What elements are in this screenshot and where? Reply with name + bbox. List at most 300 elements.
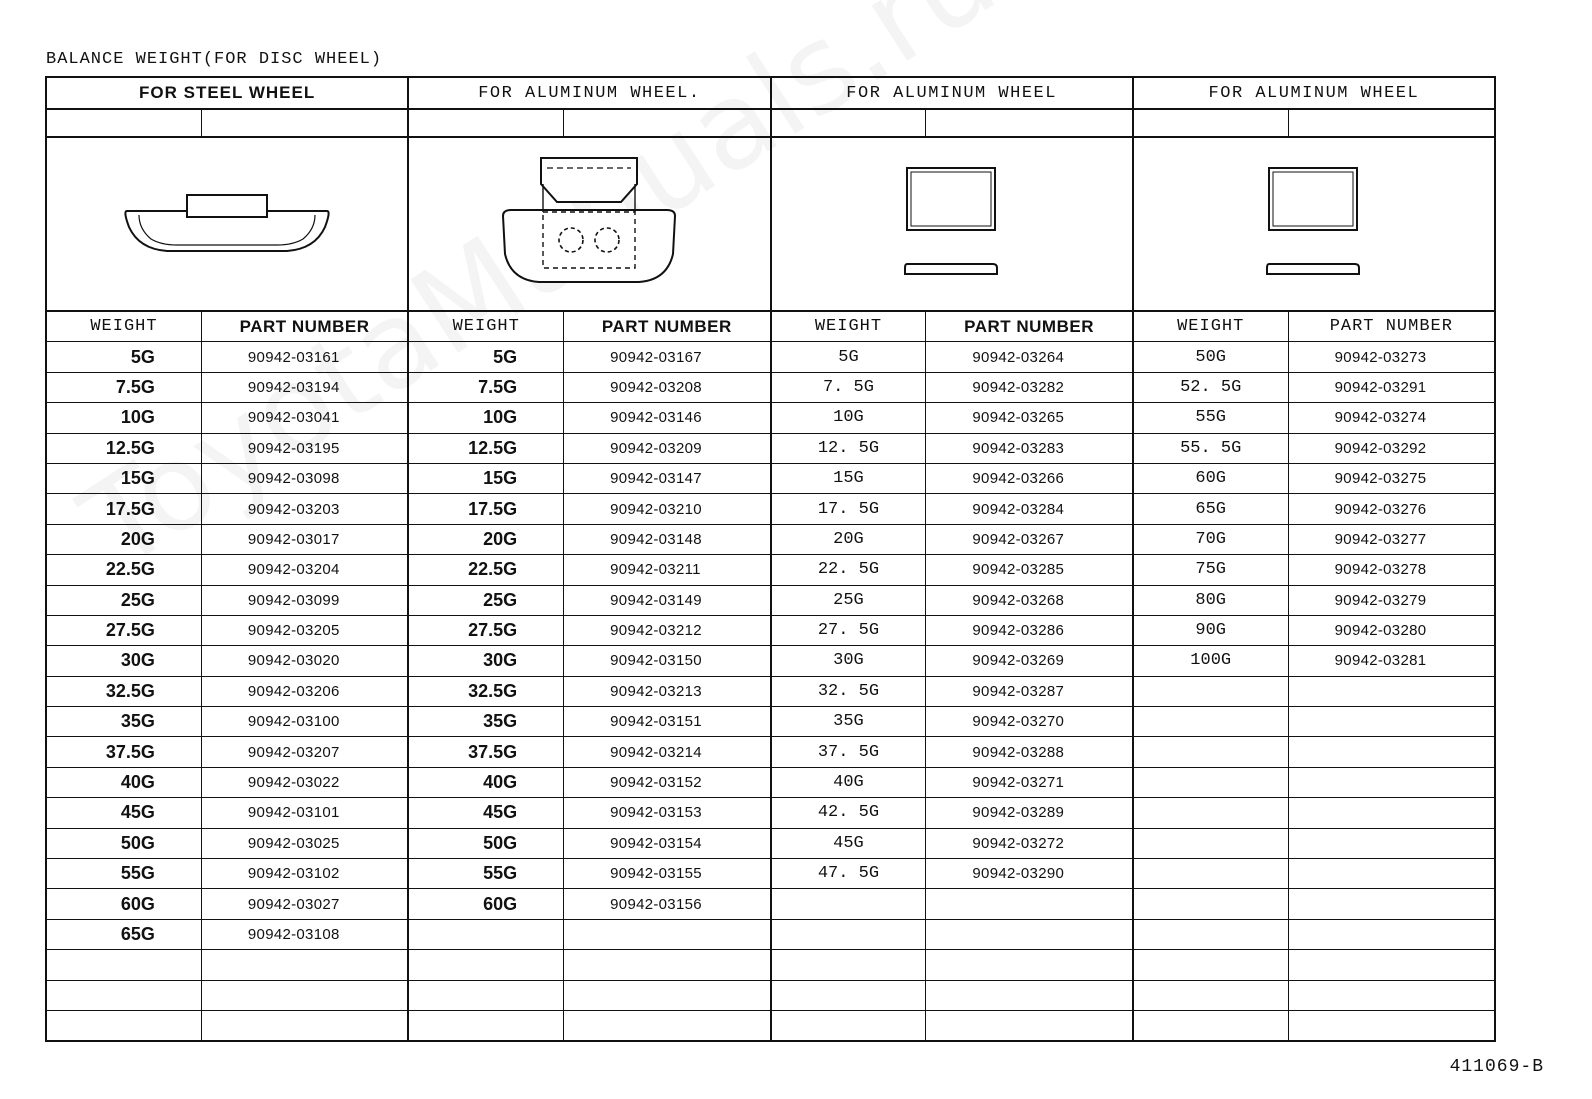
part-number-cell: 90942-03100 <box>247 713 340 731</box>
part-number-cell: 90942-03285 <box>972 561 1065 579</box>
weight-cell: 60G <box>47 889 202 918</box>
weight-cell: 55. 5G <box>1134 434 1289 463</box>
weight-cell: 25G <box>772 586 927 615</box>
weight-cell: 90G <box>1134 616 1289 645</box>
table-row <box>409 555 769 585</box>
adhesive-weight-icon <box>1259 164 1369 284</box>
weight-column-header: WEIGHT <box>409 312 564 341</box>
table-row <box>409 586 769 616</box>
weight-cell: 45G <box>409 798 564 827</box>
part-number-column-header: PART NUMBER <box>239 316 370 336</box>
part-number-cell: 90942-03099 <box>247 591 340 609</box>
part-number-cell: 90942-03025 <box>247 834 340 852</box>
table-row <box>1134 646 1494 676</box>
part-number-cell: 90942-03279 <box>1334 591 1427 609</box>
part-number-cell: 90942-03154 <box>610 834 702 852</box>
weight-cell: 12.5G <box>47 434 202 463</box>
weight-cell: 40G <box>409 768 564 797</box>
part-number-column-header: PART NUMBER <box>1329 317 1453 337</box>
part-number-cell: 90942-03147 <box>610 470 702 488</box>
part-number-cell: 90942-03146 <box>610 409 702 427</box>
table-row <box>1134 768 1494 798</box>
table-row <box>47 768 407 798</box>
weight-cell <box>1134 677 1289 706</box>
part-number-cell <box>926 920 1131 949</box>
weight-cell: 5G <box>409 342 564 371</box>
part-number-cell: 90942-03020 <box>247 652 340 670</box>
part-number-cell: 90942-03287 <box>972 682 1065 700</box>
weight-cell <box>47 950 202 979</box>
part-number-cell: 90942-03280 <box>1334 622 1427 640</box>
part-number-cell <box>1289 920 1494 949</box>
blank-row <box>409 110 769 138</box>
part-number-cell: 90942-03155 <box>610 865 702 883</box>
table-row <box>772 646 1132 676</box>
weight-cell: 20G <box>47 525 202 554</box>
weight-cell: 100G <box>1134 646 1289 675</box>
table-row <box>1134 525 1494 555</box>
weight-cell: 27.5G <box>47 616 202 645</box>
weight-cell: 32.5G <box>409 677 564 706</box>
table-row <box>772 889 1132 919</box>
weight-cell: 55G <box>1134 403 1289 432</box>
table-row <box>47 950 407 980</box>
part-number-cell: 90942-03150 <box>610 652 702 670</box>
table-row <box>409 829 769 859</box>
table-row <box>409 859 769 889</box>
part-number-cell: 90942-03278 <box>1334 561 1427 579</box>
part-number-cell: 90942-03205 <box>247 622 340 640</box>
group-heading: FOR ALUMINUM WHEEL <box>1134 78 1494 110</box>
weight-cell <box>47 981 202 1010</box>
weight-cell: 65G <box>47 920 202 949</box>
table-row <box>47 616 407 646</box>
part-number-cell: 90942-03281 <box>1334 652 1427 670</box>
group-heading: FOR ALUMINUM WHEEL. <box>409 78 769 110</box>
column-header-row <box>1134 312 1494 342</box>
table-row <box>47 494 407 524</box>
part-number-cell <box>1289 859 1494 888</box>
part-number-cell: 90942-03277 <box>1334 530 1427 548</box>
part-number-cell <box>1289 981 1494 1010</box>
part-number-cell: 90942-03108 <box>247 926 340 943</box>
part-number-cell: 90942-03284 <box>972 500 1065 518</box>
table-row <box>772 829 1132 859</box>
part-number-cell <box>1289 1011 1494 1040</box>
table-row <box>1134 920 1494 950</box>
aluminum-clip-weight-illustration <box>409 138 769 312</box>
part-number-cell <box>1289 677 1494 706</box>
weight-cell: 15G <box>409 464 564 493</box>
part-number-cell: 90942-03274 <box>1334 409 1427 427</box>
table-row <box>1134 616 1494 646</box>
rows-aluminum-wheel-clip <box>409 342 769 1040</box>
part-number-cell: 90942-03148 <box>610 530 702 548</box>
weight-cell <box>772 920 927 949</box>
table-row <box>1134 829 1494 859</box>
table-row <box>1134 464 1494 494</box>
part-number-cell: 90942-03194 <box>247 378 340 396</box>
weight-cell: 25G <box>409 586 564 615</box>
table-row <box>47 677 407 707</box>
weight-cell: 50G <box>1134 342 1289 371</box>
table-row <box>772 525 1132 555</box>
weight-cell: 80G <box>1134 586 1289 615</box>
part-number-column-header: PART NUMBER <box>601 316 732 336</box>
weight-cell: 35G <box>47 707 202 736</box>
part-number-cell: 90942-03282 <box>972 378 1065 396</box>
part-number-cell: 90942-03269 <box>972 652 1065 670</box>
table-row <box>772 859 1132 889</box>
table-row <box>772 342 1132 372</box>
table-row <box>1134 434 1494 464</box>
table-row <box>772 677 1132 707</box>
part-number-cell: 90942-03276 <box>1334 500 1427 518</box>
table-row <box>1134 798 1494 828</box>
column-header-row <box>772 312 1132 342</box>
weight-cell: 30G <box>772 646 927 675</box>
weight-cell: 17. 5G <box>772 494 927 523</box>
part-number-cell: 90942-03027 <box>247 895 340 913</box>
group-heading: FOR ALUMINUM WHEEL <box>772 78 1132 110</box>
table-row <box>47 555 407 585</box>
weight-cell: 35G <box>409 707 564 736</box>
part-number-cell: 90942-03098 <box>247 470 340 488</box>
part-number-cell: 90942-03208 <box>610 378 702 396</box>
part-number-cell: 90942-03206 <box>247 682 340 700</box>
part-number-cell: 90942-03214 <box>610 743 702 761</box>
part-number-cell <box>926 889 1131 918</box>
table-row <box>772 494 1132 524</box>
part-number-cell: 90942-03017 <box>247 530 340 548</box>
part-number-cell: 90942-03152 <box>610 774 702 792</box>
part-number-cell: 90942-03271 <box>972 774 1065 792</box>
weight-cell: 37. 5G <box>772 737 927 766</box>
rows-steel-wheel <box>47 342 407 1040</box>
table-row <box>772 798 1132 828</box>
table-row <box>409 494 769 524</box>
table-row <box>772 434 1132 464</box>
part-number-cell: 90942-03204 <box>247 561 340 579</box>
part-number-cell: 90942-03041 <box>247 409 340 427</box>
table-row <box>1134 494 1494 524</box>
weight-cell: 7. 5G <box>772 373 927 402</box>
table-row <box>47 981 407 1011</box>
weight-cell <box>772 981 927 1010</box>
weight-cell <box>1134 920 1289 949</box>
weight-cell: 65G <box>1134 494 1289 523</box>
steel-clip-weight-icon <box>117 189 337 259</box>
weight-cell: 45G <box>772 829 927 858</box>
table-row <box>1134 981 1494 1011</box>
table-row <box>772 737 1132 767</box>
table-row <box>772 707 1132 737</box>
table-row <box>47 889 407 919</box>
table-row <box>409 920 769 950</box>
part-number-cell: 90942-03151 <box>610 713 702 731</box>
weight-cell: 15G <box>772 464 927 493</box>
table-row <box>409 981 769 1011</box>
weight-cell <box>772 889 927 918</box>
weight-cell <box>772 1011 927 1040</box>
table-row <box>1134 707 1494 737</box>
part-number-cell: 90942-03283 <box>972 439 1065 457</box>
table-row <box>1134 677 1494 707</box>
adhesive-weight-illustration <box>772 138 1132 312</box>
rows-aluminum-wheel-adhesive-b <box>1134 342 1494 1040</box>
table-row <box>772 403 1132 433</box>
table-row <box>47 1011 407 1040</box>
weight-cell: 22.5G <box>409 555 564 584</box>
weight-cell: 45G <box>47 798 202 827</box>
part-number-cell: 90942-03102 <box>247 865 340 883</box>
weight-cell <box>1134 829 1289 858</box>
part-number-cell <box>926 950 1131 979</box>
table-row <box>772 464 1132 494</box>
table-row <box>47 798 407 828</box>
part-number-cell: 90942-03286 <box>972 622 1065 640</box>
table-row <box>1134 586 1494 616</box>
table-row <box>1134 737 1494 767</box>
table-row <box>772 920 1132 950</box>
table-row <box>1134 373 1494 403</box>
part-number-cell <box>1289 829 1494 858</box>
table-row <box>47 403 407 433</box>
blank-row <box>772 110 1132 138</box>
part-number-cell: 90942-03264 <box>972 348 1065 366</box>
table-row <box>1134 859 1494 889</box>
weight-cell: 7.5G <box>409 373 564 402</box>
part-number-cell: 90942-03213 <box>610 682 702 700</box>
weight-cell: 75G <box>1134 555 1289 584</box>
part-number-cell <box>1289 889 1494 918</box>
table-row <box>772 373 1132 403</box>
part-number-cell: 90942-03270 <box>972 713 1065 731</box>
part-number-cell: 90942-03267 <box>972 530 1065 548</box>
table-row <box>47 920 407 950</box>
table-row <box>1134 1011 1494 1040</box>
table-row <box>409 342 769 372</box>
weight-cell: 47. 5G <box>772 859 927 888</box>
table-row <box>409 525 769 555</box>
weight-cell <box>1134 798 1289 827</box>
weight-cell <box>1134 768 1289 797</box>
weight-cell: 37.5G <box>47 737 202 766</box>
part-number-cell: 90942-03289 <box>972 804 1065 822</box>
weight-cell: 55G <box>409 859 564 888</box>
aluminum-clip-weight-icon <box>489 154 689 294</box>
part-number-cell <box>926 981 1131 1010</box>
weight-cell <box>1134 859 1289 888</box>
column-header-row <box>409 312 769 342</box>
document-code: 411069-B <box>1449 1057 1544 1077</box>
table-row <box>409 373 769 403</box>
group-heading: FOR STEEL WHEEL <box>47 78 407 110</box>
part-number-cell <box>1289 707 1494 736</box>
table-row <box>409 737 769 767</box>
part-number-cell <box>202 981 407 1010</box>
table-row <box>772 768 1132 798</box>
weight-cell <box>1134 1011 1289 1040</box>
weight-cell: 10G <box>409 403 564 432</box>
weight-cell <box>1134 707 1289 736</box>
part-number-cell: 90942-03207 <box>247 743 340 761</box>
weight-cell: 22.5G <box>47 555 202 584</box>
weight-cell: 12. 5G <box>772 434 927 463</box>
part-number-cell <box>1289 768 1494 797</box>
table-row <box>409 677 769 707</box>
part-number-cell: 90942-03149 <box>610 591 702 609</box>
part-number-cell: 90942-03291 <box>1334 378 1427 396</box>
table-row <box>47 586 407 616</box>
part-number-cell: 90942-03156 <box>610 895 702 913</box>
table-row <box>1134 950 1494 980</box>
part-number-cell <box>202 1011 407 1040</box>
part-number-cell <box>202 950 407 979</box>
weight-cell: 52. 5G <box>1134 373 1289 402</box>
table-row <box>772 981 1132 1011</box>
weight-cell: 17.5G <box>409 494 564 523</box>
table-row <box>772 555 1132 585</box>
table-row <box>47 373 407 403</box>
part-number-cell: 90942-03290 <box>972 865 1065 883</box>
table-row <box>1134 889 1494 919</box>
table-row <box>47 859 407 889</box>
rows-aluminum-wheel-adhesive-a <box>772 342 1132 1040</box>
weight-cell: 20G <box>409 525 564 554</box>
weight-cell: 27.5G <box>409 616 564 645</box>
weight-cell: 60G <box>1134 464 1289 493</box>
weight-cell <box>1134 737 1289 766</box>
weight-cell: 50G <box>409 829 564 858</box>
weight-cell: 32.5G <box>47 677 202 706</box>
table-row <box>409 616 769 646</box>
weight-cell: 70G <box>1134 525 1289 554</box>
part-number-cell: 90942-03212 <box>610 622 702 640</box>
table-row <box>409 403 769 433</box>
part-number-cell: 90942-03167 <box>610 348 702 366</box>
table-row <box>409 950 769 980</box>
weight-cell: 27. 5G <box>772 616 927 645</box>
weight-cell: 20G <box>772 525 927 554</box>
table-row <box>772 586 1132 616</box>
part-number-cell: 90942-03161 <box>247 348 340 366</box>
table-row <box>409 798 769 828</box>
weight-column-header: WEIGHT <box>1134 312 1289 341</box>
table-row <box>1134 342 1494 372</box>
adhesive-weight-icon <box>897 164 1007 284</box>
table-row <box>409 434 769 464</box>
table-row <box>409 646 769 676</box>
weight-cell <box>409 1011 564 1040</box>
weight-cell <box>47 1011 202 1040</box>
weight-column-header: WEIGHT <box>47 312 202 341</box>
part-number-cell <box>1289 950 1494 979</box>
weight-cell: 55G <box>47 859 202 888</box>
weight-cell: 32. 5G <box>772 677 927 706</box>
part-number-cell <box>1289 798 1494 827</box>
table-row <box>1134 555 1494 585</box>
part-number-cell <box>564 950 769 979</box>
blank-row <box>47 110 407 138</box>
table-row <box>409 707 769 737</box>
part-number-cell: 90942-03266 <box>972 470 1065 488</box>
part-number-cell <box>564 981 769 1010</box>
weight-cell: 37.5G <box>409 737 564 766</box>
table-row <box>47 342 407 372</box>
part-number-cell <box>1289 737 1494 766</box>
table-row <box>772 616 1132 646</box>
part-number-cell: 90942-03273 <box>1334 348 1427 366</box>
adhesive-weight-illustration <box>1134 138 1494 312</box>
table-row <box>409 889 769 919</box>
part-number-cell: 90942-03153 <box>610 804 702 822</box>
weight-cell <box>409 950 564 979</box>
weight-column-header: WEIGHT <box>772 312 927 341</box>
table-row <box>409 464 769 494</box>
weight-cell: 30G <box>47 646 202 675</box>
document-title: BALANCE WEIGHT(FOR DISC WHEEL) <box>46 50 383 69</box>
weight-cell: 25G <box>47 586 202 615</box>
weight-cell: 30G <box>409 646 564 675</box>
part-number-cell <box>564 920 769 949</box>
part-number-cell: 90942-03211 <box>610 561 701 579</box>
part-number-cell: 90942-03022 <box>247 774 340 792</box>
weight-cell: 15G <box>47 464 202 493</box>
weight-cell: 12.5G <box>409 434 564 463</box>
table-row <box>47 737 407 767</box>
part-number-cell: 90942-03209 <box>610 439 702 457</box>
weight-cell: 17.5G <box>47 494 202 523</box>
table-row <box>409 768 769 798</box>
part-number-column-header: PART NUMBER <box>964 316 1094 336</box>
weight-cell: 5G <box>47 342 202 371</box>
weight-cell: 22. 5G <box>772 555 927 584</box>
table-row <box>409 1011 769 1040</box>
table-row <box>47 829 407 859</box>
table-row <box>772 950 1132 980</box>
group-aluminum-wheel-clip <box>409 78 771 1040</box>
weight-cell: 5G <box>772 342 927 371</box>
part-number-cell: 90942-03292 <box>1334 439 1427 457</box>
weight-cell <box>409 981 564 1010</box>
weight-cell: 7.5G <box>47 373 202 402</box>
table-row <box>772 1011 1132 1040</box>
group-aluminum-wheel-adhesive-b <box>1134 78 1496 1040</box>
table-row <box>47 434 407 464</box>
part-number-cell: 90942-03275 <box>1334 470 1427 488</box>
weight-cell: 40G <box>47 768 202 797</box>
part-number-cell: 90942-03195 <box>247 439 340 457</box>
weight-cell: 42. 5G <box>772 798 927 827</box>
table-row <box>47 707 407 737</box>
part-number-cell: 90942-03101 <box>247 804 340 822</box>
weight-cell: 40G <box>772 768 927 797</box>
part-number-cell: 90942-03265 <box>972 409 1065 427</box>
table-row <box>47 646 407 676</box>
group-steel-wheel <box>47 78 409 1040</box>
weight-cell: 50G <box>47 829 202 858</box>
group-aluminum-wheel-adhesive-a <box>772 78 1134 1040</box>
weight-cell <box>409 920 564 949</box>
weight-cell: 35G <box>772 707 927 736</box>
weight-cell: 10G <box>772 403 927 432</box>
weight-cell: 10G <box>47 403 202 432</box>
part-number-cell <box>926 1011 1131 1040</box>
part-number-cell: 90942-03210 <box>610 500 702 518</box>
table-row <box>1134 403 1494 433</box>
balance-weight-table <box>45 76 1496 1042</box>
